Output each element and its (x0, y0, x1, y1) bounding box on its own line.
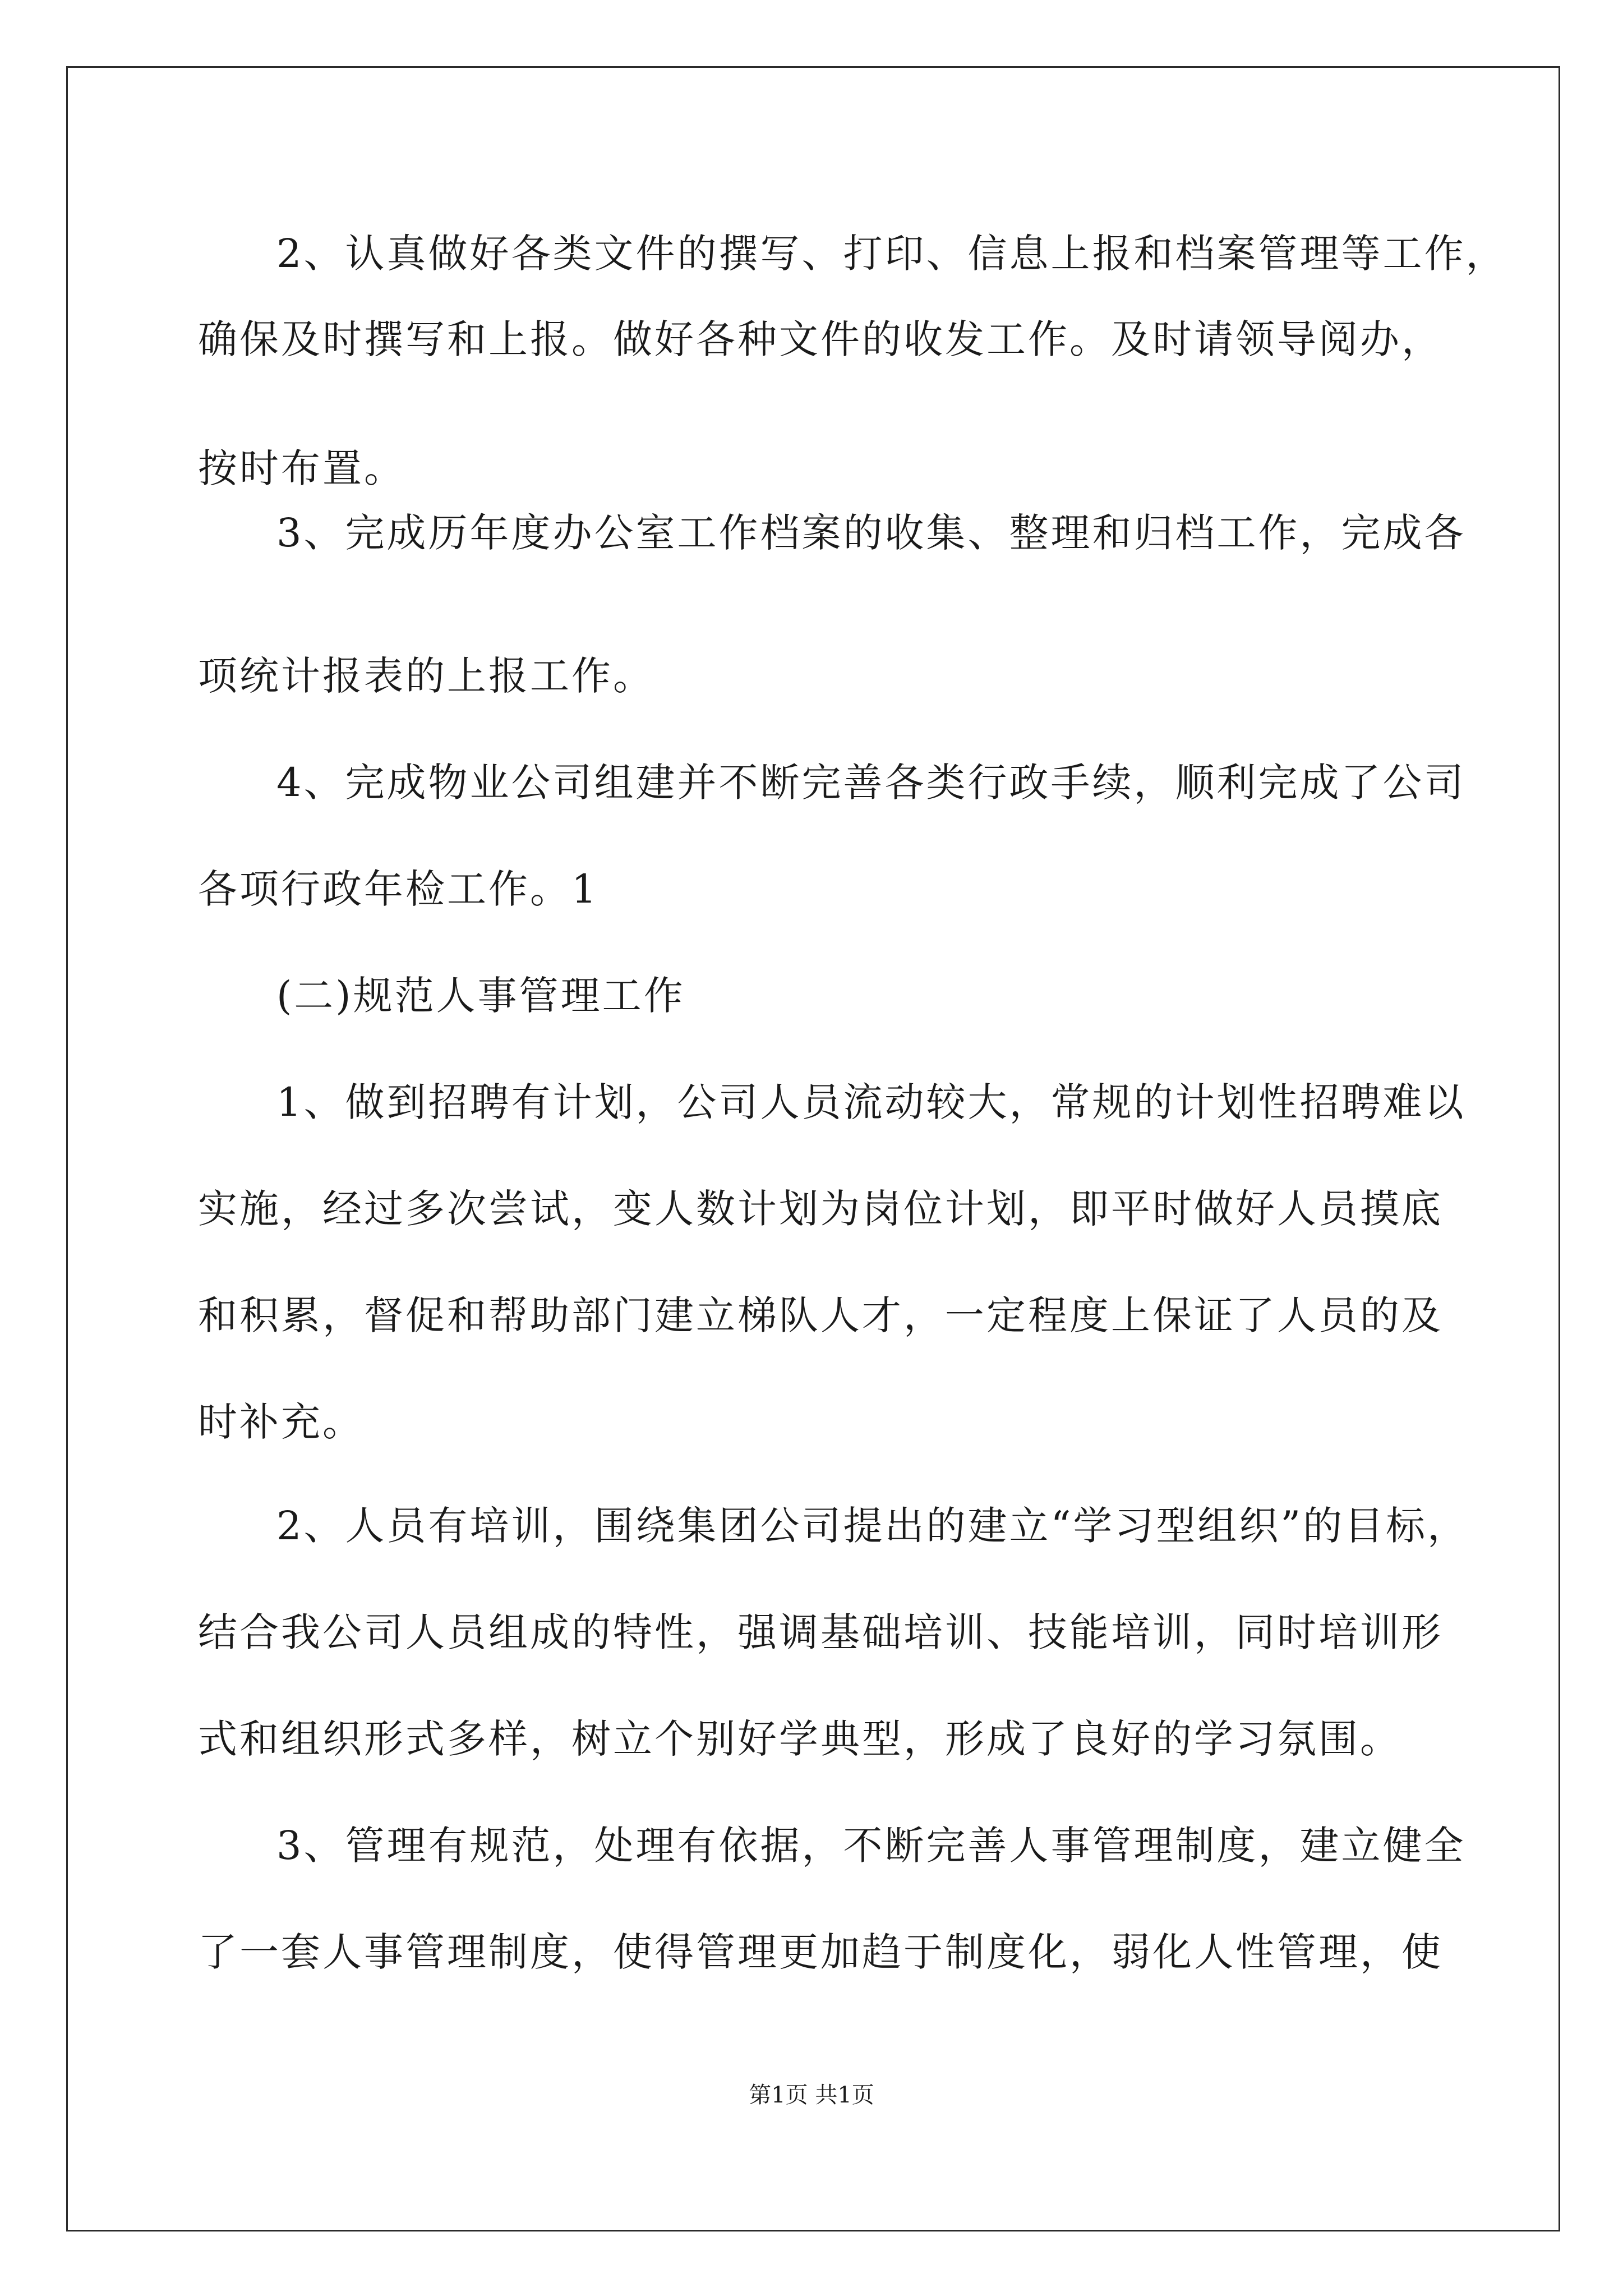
text-line: 实施，经过多次尝试，变人数计划为岗位计划，即平时做好人员摸底 (198, 1186, 1443, 1232)
page-border (66, 66, 1560, 2231)
text-line: 和积累，督促和帮助部门建立梯队人才，一定程度上保证了人员的及 (198, 1292, 1443, 1338)
text-line: 3、完成历年度办公室工作档案的收集、整理和归档工作，完成各 (276, 510, 1466, 556)
text-line: 1、做到招聘有计划，公司人员流动较大，常规的计划性招聘难以 (276, 1079, 1466, 1125)
text-line: 4、完成物业公司组建并不断完善各类行政手续，顺利完成了公司 (276, 760, 1466, 806)
text-line: 各项行政年检工作。1 (198, 866, 599, 912)
text-line: 确保及时撰写和上报。做好各种文件的收发工作。及时请领导阅办， (198, 316, 1443, 362)
text-line: 2、认真做好各类文件的撰写、打印、信息上报和档案管理等工作， (276, 231, 1507, 277)
section-heading: (二)规范人事管理工作 (276, 973, 685, 1019)
text-line: 项统计报表的上报工作。 (198, 653, 654, 699)
text-line: 3、管理有规范，处理有依据，不断完善人事管理制度，建立健全 (276, 1823, 1466, 1869)
page-number-footer: 第1页 共1页 (749, 2082, 874, 2108)
text-line: 按时布置。 (198, 445, 405, 491)
text-line: 了一套人事管理制度，使得管理更加趋于制度化，弱化人性管理，使 (198, 1929, 1443, 1975)
text-line: 式和组织形式多样，树立个别好学典型，形成了良好的学习氛围。 (198, 1716, 1401, 1762)
text-line: 时补充。 (198, 1399, 364, 1445)
text-line: 2、人员有培训，围绕集团公司提出的建立“学习型组织”的目标， (276, 1503, 1469, 1549)
text-line: 结合我公司人员组成的特性，强调基础培训、技能培训，同时培训形 (198, 1609, 1443, 1655)
